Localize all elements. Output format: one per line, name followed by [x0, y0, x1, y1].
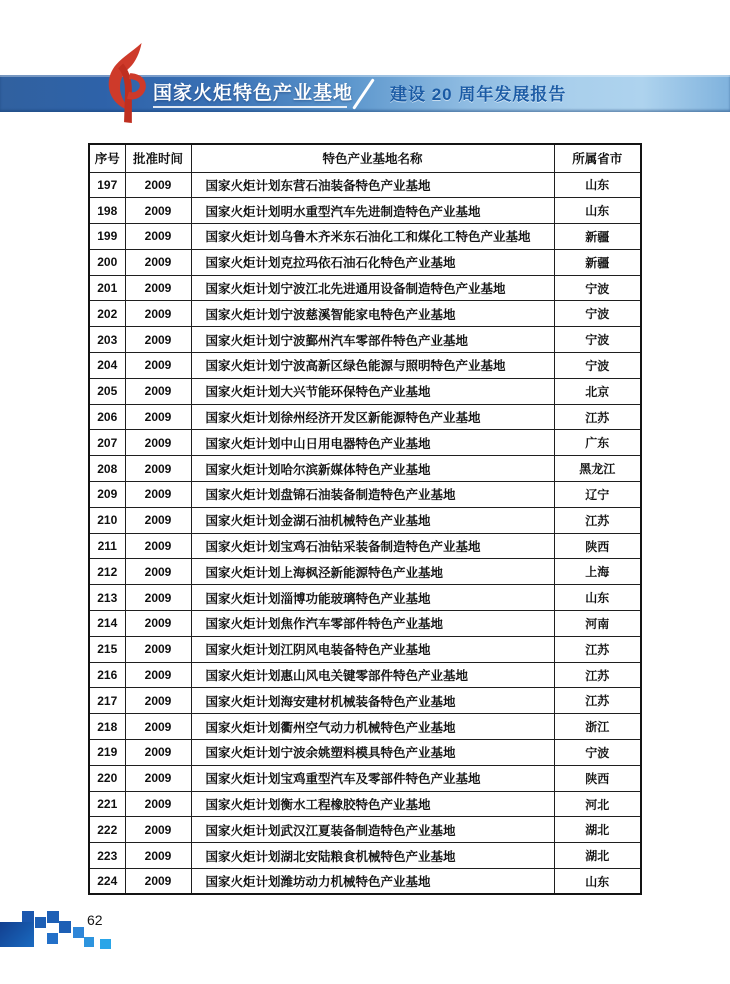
cell-year: 2009 — [125, 636, 191, 662]
cell-seq: 222 — [89, 817, 125, 843]
cell-province: 山东 — [554, 198, 641, 224]
cell-seq: 214 — [89, 611, 125, 637]
cell-seq: 203 — [89, 327, 125, 353]
table-row — [89, 224, 641, 250]
cell-province: 上海 — [554, 559, 641, 585]
cell-base-name: 国家火炬计划海安建材机械装备特色产业基地 — [191, 688, 554, 714]
cell-seq: 215 — [89, 636, 125, 662]
cell-base-name: 国家火炬计划潍坊动力机械特色产业基地 — [191, 869, 554, 895]
table-row — [89, 688, 641, 714]
cell-province: 辽宁 — [554, 482, 641, 508]
cell-year: 2009 — [125, 378, 191, 404]
cell-seq: 208 — [89, 456, 125, 482]
col-header-name: 特色产业基地名称 — [191, 144, 554, 172]
cell-base-name: 国家火炬计划上海枫泾新能源特色产业基地 — [191, 559, 554, 585]
cell-year: 2009 — [125, 507, 191, 533]
cell-province: 陕西 — [554, 533, 641, 559]
table-row — [89, 482, 641, 508]
cell-seq: 204 — [89, 353, 125, 379]
cell-year: 2009 — [125, 740, 191, 766]
cell-base-name: 国家火炬计划湖北安陆粮食机械特色产业基地 — [191, 843, 554, 869]
cell-year: 2009 — [125, 559, 191, 585]
cell-year: 2009 — [125, 172, 191, 198]
cell-province: 河南 — [554, 611, 641, 637]
table-row — [89, 869, 641, 895]
cell-province: 宁波 — [554, 275, 641, 301]
cell-seq: 197 — [89, 172, 125, 198]
cell-seq: 202 — [89, 301, 125, 327]
table-row — [89, 404, 641, 430]
page-title: 国家火炬特色产业基地 — [153, 83, 354, 104]
table-row — [89, 585, 641, 611]
cell-seq: 201 — [89, 275, 125, 301]
cell-province: 江苏 — [554, 636, 641, 662]
cell-base-name: 国家火炬计划衢州空气动力机械特色产业基地 — [191, 714, 554, 740]
cell-seq: 210 — [89, 507, 125, 533]
cell-base-name: 国家火炬计划淄博功能玻璃特色产业基地 — [191, 585, 554, 611]
cell-province: 山东 — [554, 869, 641, 895]
cell-seq: 207 — [89, 430, 125, 456]
table-row — [89, 714, 641, 740]
cell-base-name: 国家火炬计划江阴风电装备特色产业基地 — [191, 636, 554, 662]
cell-base-name: 国家火炬计划宁波鄞州汽车零部件特色产业基地 — [191, 327, 554, 353]
cell-seq: 221 — [89, 791, 125, 817]
page-subtitle: 建设 20 周年发展报告 — [390, 85, 567, 104]
cell-province: 广东 — [554, 430, 641, 456]
cell-seq: 216 — [89, 662, 125, 688]
cell-year: 2009 — [125, 585, 191, 611]
cell-year: 2009 — [125, 327, 191, 353]
cell-year: 2009 — [125, 843, 191, 869]
cell-province: 江苏 — [554, 688, 641, 714]
cell-base-name: 国家火炬计划徐州经济开发区新能源特色产业基地 — [191, 404, 554, 430]
cell-seq: 220 — [89, 765, 125, 791]
cell-seq: 223 — [89, 843, 125, 869]
cell-seq: 199 — [89, 224, 125, 250]
cell-province: 江苏 — [554, 404, 641, 430]
table-row — [89, 275, 641, 301]
table-row — [89, 636, 641, 662]
cell-year: 2009 — [125, 765, 191, 791]
cell-year: 2009 — [125, 662, 191, 688]
cell-year: 2009 — [125, 249, 191, 275]
cell-province: 湖北 — [554, 843, 641, 869]
cell-base-name: 国家火炬计划克拉玛依石油石化特色产业基地 — [191, 249, 554, 275]
cell-base-name: 国家火炬计划宁波江北先进通用设备制造特色产业基地 — [191, 275, 554, 301]
cell-year: 2009 — [125, 353, 191, 379]
table-row — [89, 172, 641, 198]
cell-year: 2009 — [125, 533, 191, 559]
cell-year: 2009 — [125, 224, 191, 250]
table-row — [89, 430, 641, 456]
cell-base-name: 国家火炬计划衡水工程橡胶特色产业基地 — [191, 791, 554, 817]
mosaic-square — [47, 933, 58, 944]
cell-base-name: 国家火炬计划盘锦石油装备制造特色产业基地 — [191, 482, 554, 508]
cell-base-name: 国家火炬计划金湖石油机械特色产业基地 — [191, 507, 554, 533]
table-row — [89, 843, 641, 869]
cell-base-name: 国家火炬计划中山日用电器特色产业基地 — [191, 430, 554, 456]
cell-base-name: 国家火炬计划哈尔滨新媒体特色产业基地 — [191, 456, 554, 482]
table-row — [89, 791, 641, 817]
cell-province: 江苏 — [554, 662, 641, 688]
table-header — [89, 144, 641, 172]
cell-province: 浙江 — [554, 714, 641, 740]
table-row — [89, 533, 641, 559]
cell-province: 黑龙江 — [554, 456, 641, 482]
mosaic-square — [0, 922, 34, 947]
table-body — [89, 172, 641, 894]
cell-province: 河北 — [554, 791, 641, 817]
cell-province: 宁波 — [554, 353, 641, 379]
cell-seq: 217 — [89, 688, 125, 714]
industrial-base-table — [88, 143, 642, 895]
cell-year: 2009 — [125, 301, 191, 327]
table-row — [89, 378, 641, 404]
mosaic-square — [73, 927, 84, 938]
cell-year: 2009 — [125, 688, 191, 714]
cell-base-name: 国家火炬计划宝鸡石油钻采装备制造特色产业基地 — [191, 533, 554, 559]
cell-seq: 218 — [89, 714, 125, 740]
page-number: 62 — [87, 912, 103, 928]
table-row — [89, 740, 641, 766]
cell-base-name: 国家火炬计划焦作汽车零部件特色产业基地 — [191, 611, 554, 637]
cell-province: 江苏 — [554, 507, 641, 533]
cell-year: 2009 — [125, 482, 191, 508]
cell-year: 2009 — [125, 198, 191, 224]
cell-base-name: 国家火炬计划宝鸡重型汽车及零部件特色产业基地 — [191, 765, 554, 791]
mosaic-square — [35, 917, 46, 928]
cell-base-name: 国家火炬计划宁波慈溪智能家电特色产业基地 — [191, 301, 554, 327]
table-row — [89, 198, 641, 224]
cell-province: 宁波 — [554, 301, 641, 327]
col-header-seq: 序号 — [89, 144, 125, 172]
title-underline — [153, 106, 347, 108]
cell-year: 2009 — [125, 275, 191, 301]
cell-seq: 224 — [89, 869, 125, 895]
cell-seq: 206 — [89, 404, 125, 430]
mosaic-square — [47, 911, 59, 923]
cell-year: 2009 — [125, 404, 191, 430]
col-header-province: 所属省市 — [554, 144, 641, 172]
cell-year: 2009 — [125, 817, 191, 843]
cell-year: 2009 — [125, 611, 191, 637]
cell-seq: 212 — [89, 559, 125, 585]
mosaic-square — [100, 939, 111, 949]
table-row — [89, 327, 641, 353]
table-row — [89, 353, 641, 379]
mosaic-square — [59, 921, 71, 933]
cell-province: 湖北 — [554, 817, 641, 843]
cell-base-name: 国家火炬计划宁波余姚塑料模具特色产业基地 — [191, 740, 554, 766]
cell-base-name: 国家火炬计划宁波高新区绿色能源与照明特色产业基地 — [191, 353, 554, 379]
cell-base-name: 国家火炬计划大兴节能环保特色产业基地 — [191, 378, 554, 404]
cell-year: 2009 — [125, 791, 191, 817]
cell-base-name: 国家火炬计划武汉江夏装备制造特色产业基地 — [191, 817, 554, 843]
footer-mosaic-decoration — [0, 905, 130, 960]
cell-province: 新疆 — [554, 224, 641, 250]
table-row — [89, 559, 641, 585]
cell-year: 2009 — [125, 869, 191, 895]
table-row — [89, 249, 641, 275]
cell-province: 宁波 — [554, 740, 641, 766]
cell-base-name: 国家火炬计划惠山风电关键零部件特色产业基地 — [191, 662, 554, 688]
table-row — [89, 611, 641, 637]
cell-seq: 209 — [89, 482, 125, 508]
cell-province: 山东 — [554, 172, 641, 198]
table-row — [89, 507, 641, 533]
cell-province: 新疆 — [554, 249, 641, 275]
cell-base-name: 国家火炬计划明水重型汽车先进制造特色产业基地 — [191, 198, 554, 224]
table-row — [89, 817, 641, 843]
cell-base-name: 国家火炬计划乌鲁木齐米东石油化工和煤化工特色产业基地 — [191, 224, 554, 250]
cell-seq: 211 — [89, 533, 125, 559]
cell-seq: 213 — [89, 585, 125, 611]
table-row — [89, 301, 641, 327]
mosaic-square — [84, 937, 94, 947]
table-row — [89, 765, 641, 791]
mosaic-square — [22, 911, 34, 922]
cell-province: 宁波 — [554, 327, 641, 353]
cell-seq: 205 — [89, 378, 125, 404]
cell-seq: 198 — [89, 198, 125, 224]
cell-seq: 219 — [89, 740, 125, 766]
cell-year: 2009 — [125, 456, 191, 482]
col-header-year: 批准时间 — [125, 144, 191, 172]
table-row — [89, 662, 641, 688]
cell-year: 2009 — [125, 714, 191, 740]
torch-flame-icon — [96, 43, 156, 125]
cell-base-name: 国家火炬计划东营石油装备特色产业基地 — [191, 172, 554, 198]
cell-province: 山东 — [554, 585, 641, 611]
cell-province: 陕西 — [554, 765, 641, 791]
cell-seq: 200 — [89, 249, 125, 275]
table-header-row — [89, 144, 641, 172]
table-row — [89, 456, 641, 482]
cell-year: 2009 — [125, 430, 191, 456]
cell-province: 北京 — [554, 378, 641, 404]
